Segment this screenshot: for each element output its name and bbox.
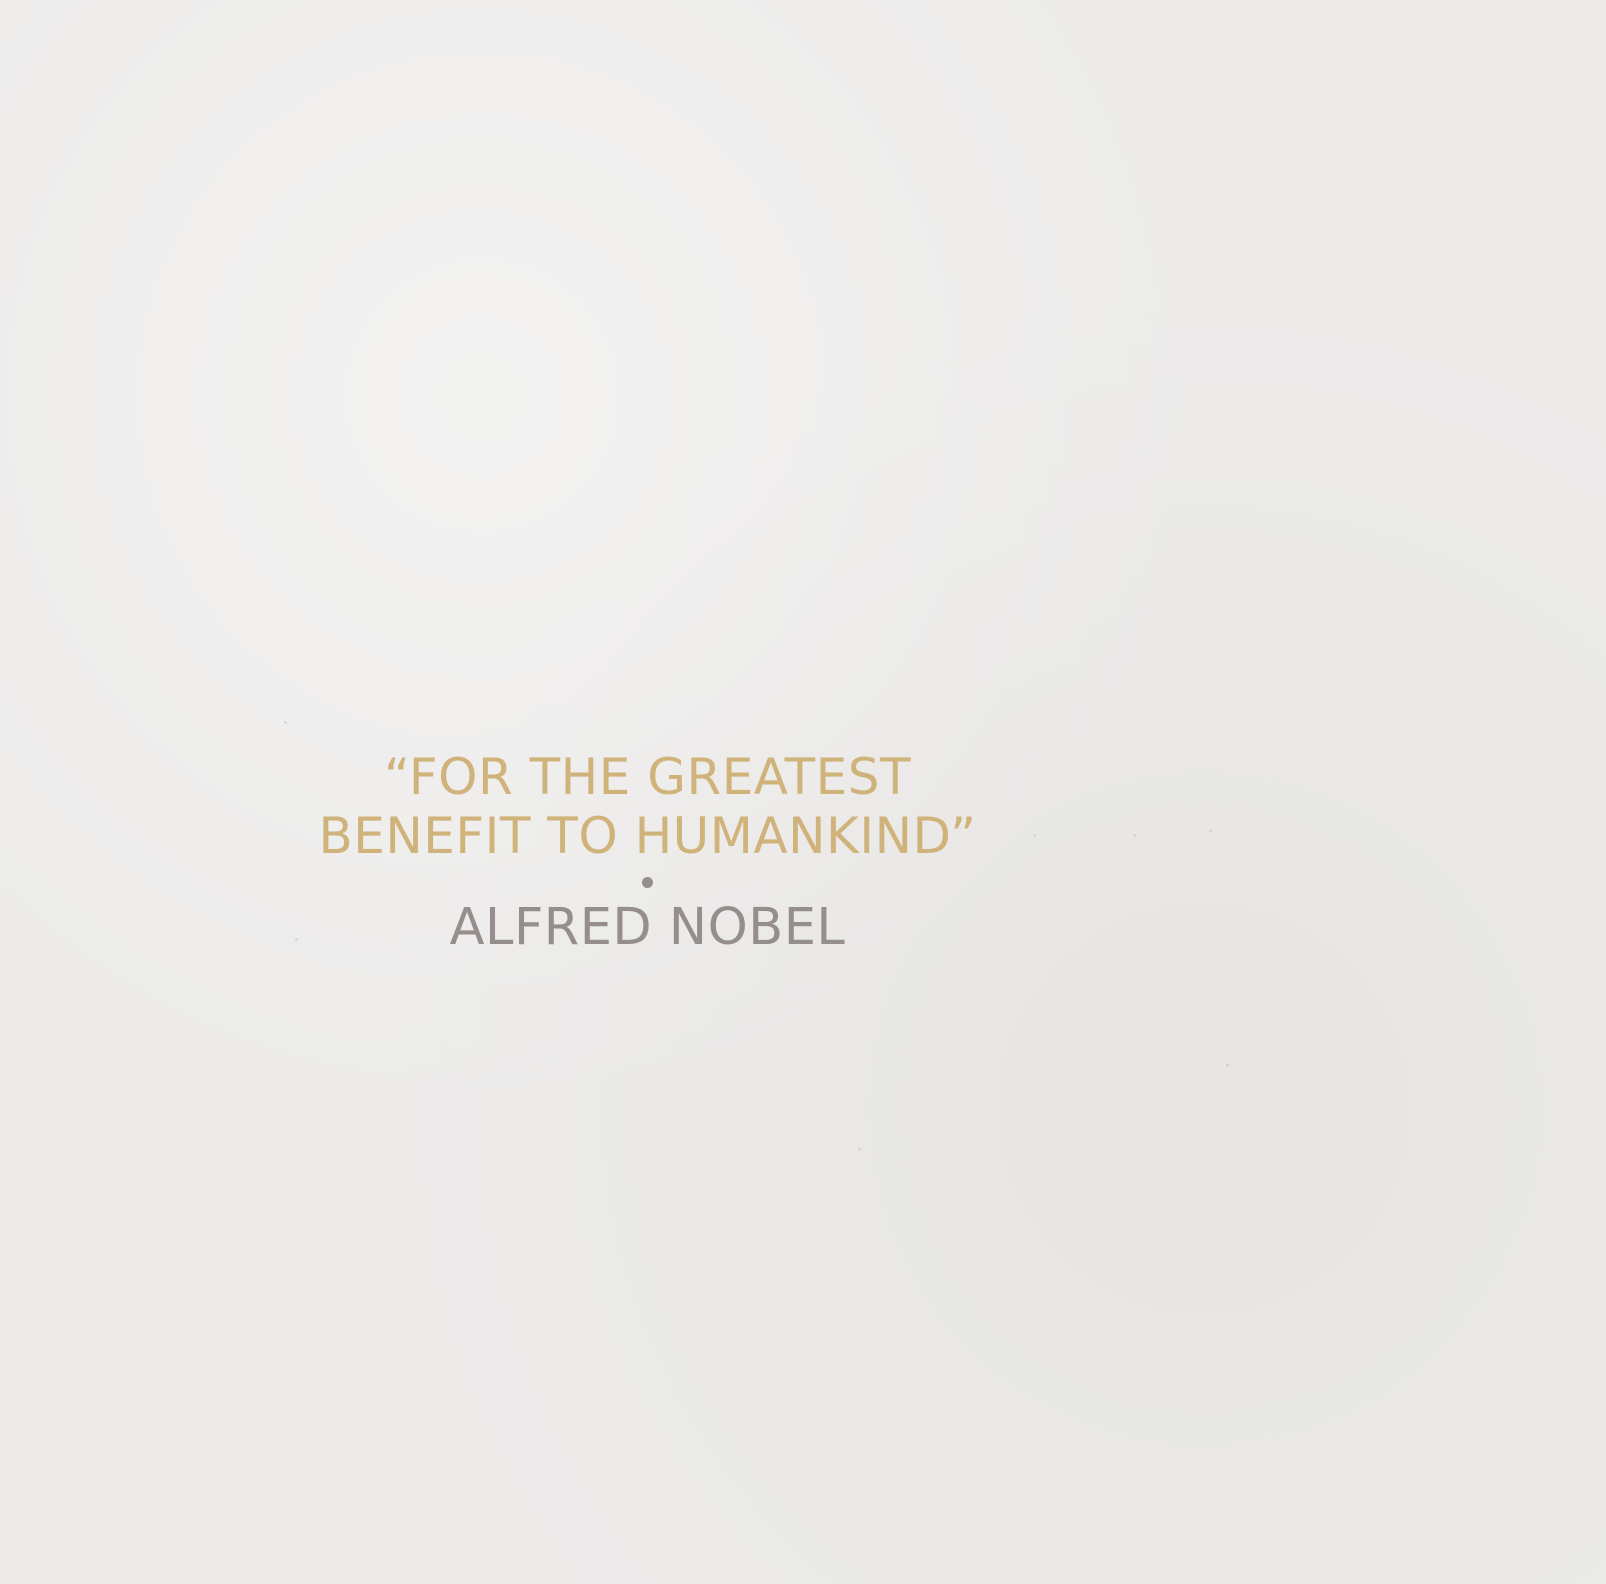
quote-line-2: BENEFIT TO HUMANKIND” [318,807,977,865]
paper-speck [1133,834,1136,837]
paper-speck [1226,1064,1229,1067]
quote-block [250,748,1045,958]
separator-dot [642,877,653,888]
paper-speck [858,1148,861,1151]
paper-speck [284,721,287,724]
quote-line-1: “FOR THE GREATEST [383,748,912,806]
author-name: ALFRED NOBEL [449,898,846,957]
paper-speck [1209,829,1212,832]
